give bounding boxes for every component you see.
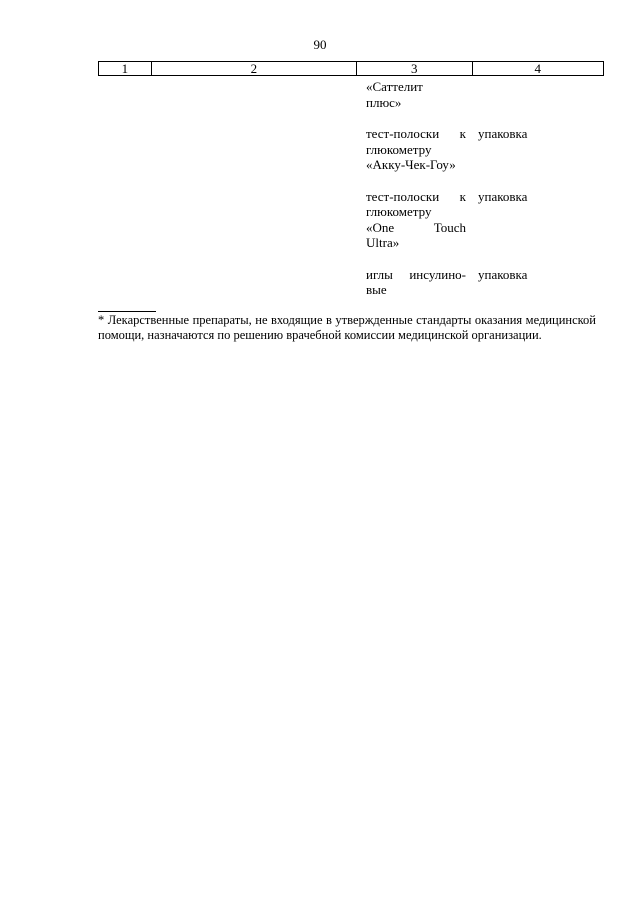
footnote-divider [98, 311, 156, 312]
item-name [366, 189, 466, 251]
item-name-line: «Саттелит [366, 79, 423, 94]
item-name-line: иглы инсулино- [366, 266, 466, 282]
table-row [366, 79, 604, 110]
item-name-line: глюкометру [366, 141, 432, 157]
table-row [366, 189, 604, 251]
table-body [366, 79, 604, 314]
item-name-line: тест-полоски к [366, 126, 466, 141]
table-row [366, 267, 604, 298]
column-header-4: 4 [534, 61, 542, 76]
item-name-line: плюс» [366, 94, 402, 110]
item-name [366, 79, 466, 110]
page-number: 90 [313, 37, 327, 52]
table-row [366, 126, 604, 173]
column-header-3: 3 [357, 62, 473, 75]
item-name-line: тест-полоски к [366, 188, 466, 204]
column-header-1: 1 [99, 62, 152, 75]
item-name-line: «One Touch [366, 219, 466, 235]
item-name-line: Ultra» [366, 235, 400, 250]
item-unit: упаковка [478, 188, 528, 204]
item-name [366, 126, 466, 173]
item-name-line: глюкометру [366, 204, 432, 219]
item-unit: упаковка [478, 126, 528, 141]
table-header-row [98, 61, 604, 76]
item-name-line: «Акку-Чек-Гоу» [366, 157, 456, 172]
footnote-text: * Лекарственные препараты, не входящие в утвержденные стандарты оказания медицинской помощи, назначаются по решению врачебной комиссии медицинской организации. [98, 313, 596, 342]
column-header-2: 2 [152, 62, 357, 75]
item-unit [466, 79, 478, 110]
item-name-line: вые [366, 282, 387, 297]
item-name [366, 267, 466, 298]
item-unit: упаковка [478, 266, 528, 282]
